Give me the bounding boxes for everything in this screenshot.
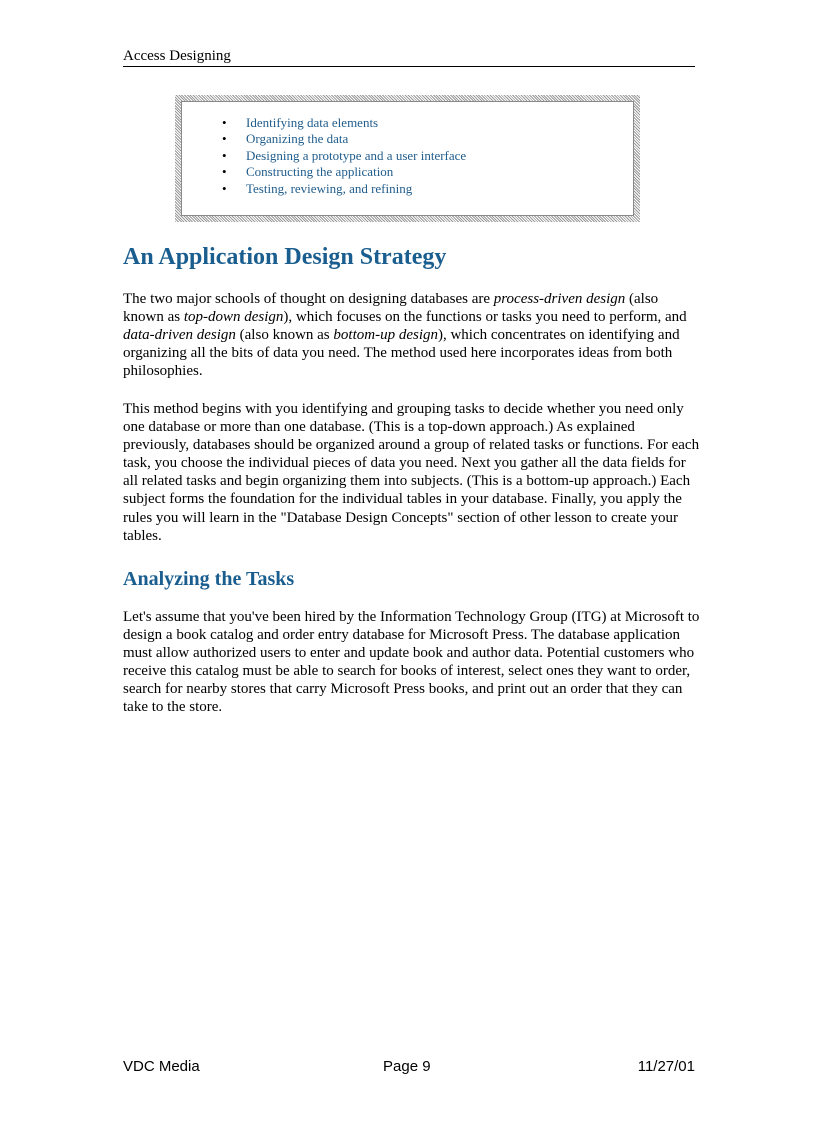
bullet-icon: • xyxy=(222,115,227,130)
term-data-driven: data-driven design xyxy=(123,327,236,344)
bullet-icon: • xyxy=(222,164,227,180)
header-title: Access Designing xyxy=(123,48,231,64)
steps-list xyxy=(222,115,466,197)
bullet-icon: • xyxy=(222,180,227,196)
paragraph-scenario: Let's assume that you've been hired by the Information Technology Group (ITG) at Microsoft to design a book catalog and order entry database for Microsoft Press. The database application must allow authorized users to enter and update book and author data. Potential customers who receive this catalog must be able to search for books of interest, select ones they want to order, search for nearby stores that carry Microsoft Press books, and print out an order that they can take to the store. xyxy=(123,609,700,716)
steps-box-inner xyxy=(181,101,634,216)
footer-date: 11/27/01 xyxy=(637,1058,695,1075)
section-heading-design-strategy: An Application Design Strategy xyxy=(123,244,447,270)
bullet-icon: • xyxy=(222,131,227,147)
footer-page-number: Page 9 xyxy=(383,1058,431,1075)
paragraph-design-schools: The two major schools of thought on designing databases are process-driven design (also known as top-down design), which focuses on the functions or tasks you need to perform, and data-driven design (also known as bottom-up design), which concentrates on identifying and organizing all the bits of data you need. The method used here incorporates ideas from both philosophies. xyxy=(123,291,687,380)
term-process-driven: process-driven design xyxy=(493,291,626,307)
paragraph-method: This method begins with you identifying and grouping tasks to decide whether you need only one database or more than one database. (This is a top-down approach.) As explained previously, databases should be organized around a group of related tasks or functions. For each task, you choose the individual pieces of data you need. Next you gather all the data fields for all related tasks and begin organizing them into subjects. (This is a bottom-up approach.) Each subject forms the foundation for the individual tables in your database. Finally, you apply the rules you will learn in the "Database Design Concepts" section of other lesson to create your tables. xyxy=(123,401,700,544)
list-item: • Identifying data elements xyxy=(222,115,379,130)
list-item: • Testing, reviewing, and refining xyxy=(222,180,413,196)
list-item: • Designing a prototype and a user interface xyxy=(222,147,467,163)
page-header xyxy=(123,47,695,67)
page-footer xyxy=(123,1057,695,1077)
list-item: • Constructing the application xyxy=(222,164,394,180)
bullet-icon: • xyxy=(222,147,227,163)
footer-publisher: VDC Media xyxy=(123,1058,200,1075)
list-item: • Organizing the data xyxy=(222,131,349,147)
term-top-down: top-down design xyxy=(183,309,284,326)
section-heading-analyzing-tasks: Analyzing the Tasks xyxy=(123,568,295,590)
steps-box xyxy=(175,95,640,222)
term-bottom-up: bottom-up design xyxy=(333,327,438,344)
